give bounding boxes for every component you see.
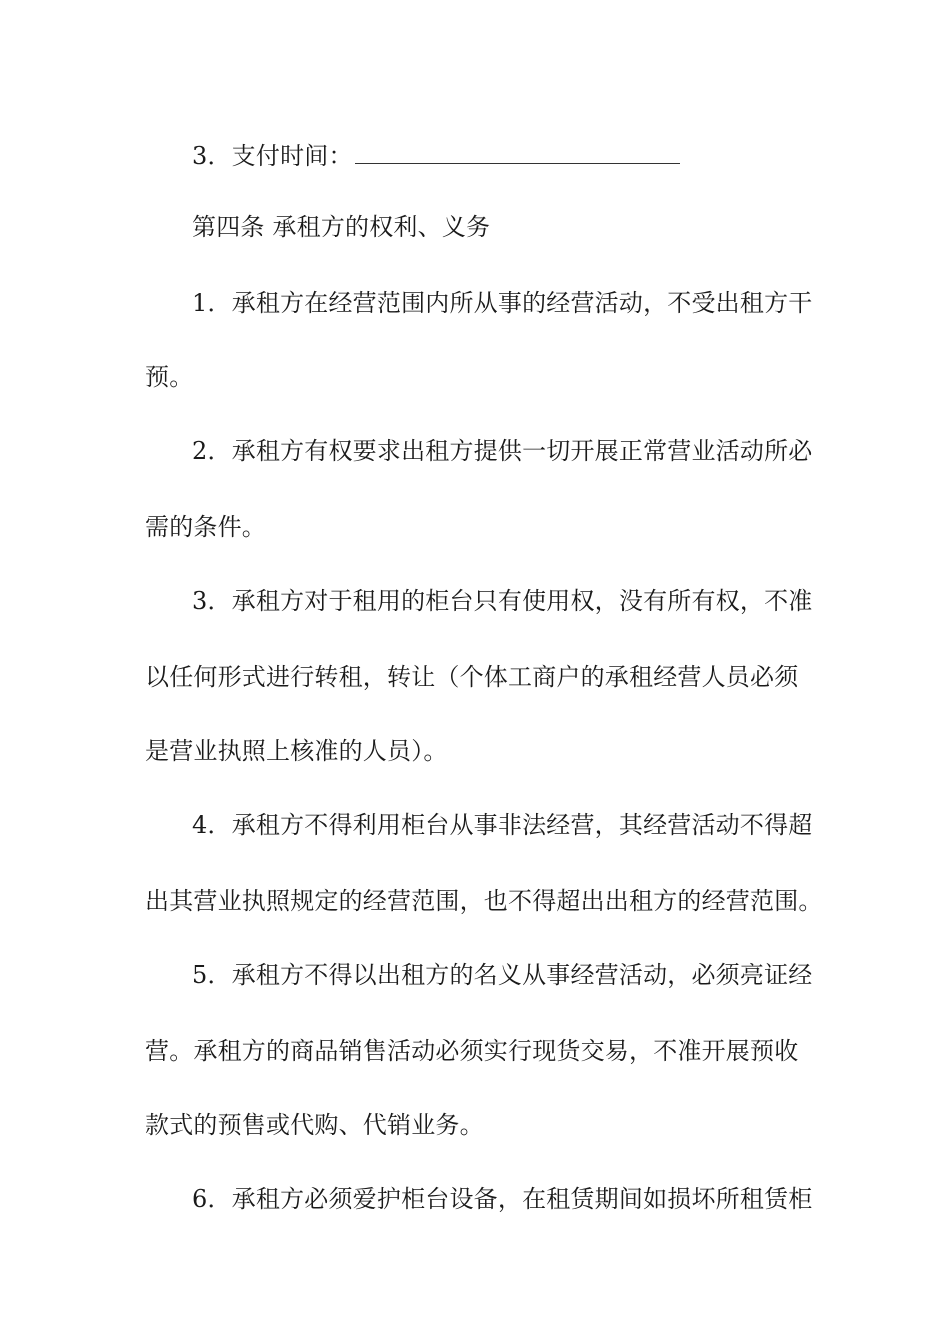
item-3-line-3: 是营业执照上核准的人员）。	[145, 737, 448, 765]
item-5-line-3: 款式的预售或代购、代销业务。	[145, 1111, 484, 1139]
item-5-line-1: 5．承租方不得以出租方的名义从事经营活动，必须亮证经	[192, 961, 813, 989]
item-5-line-2: 营。承租方的商品销售活动必须实行现货交易，不准开展预收	[145, 1037, 799, 1065]
item-2-line-2: 需的条件。	[145, 513, 266, 541]
item-4-line-2: 出其营业执照规定的经营范围，也不得超出出租方的经营范围。	[145, 887, 823, 915]
item-1-line-2: 预。	[145, 363, 194, 391]
item-6-line-1: 6．承租方必须爱护柜台设备，在租赁期间如损坏所租赁柜	[192, 1185, 813, 1213]
item-1-line-1: 1．承租方在经营范围内所从事的经营活动，不受出租方干	[192, 289, 813, 317]
item-3-line-2: 以任何形式进行转租，转让（个体工商户的承租经营人员必须	[145, 663, 799, 691]
payment-time-line	[192, 137, 862, 173]
payment-time-label: 3．支付时间：	[192, 142, 353, 170]
payment-time-blank	[355, 137, 680, 164]
article-4-heading: 第四条 承租方的权利、义务	[192, 213, 491, 241]
item-2-line-1: 2．承租方有权要求出租方提供一切开展正常营业活动所必	[192, 437, 813, 465]
item-3-line-1: 3．承租方对于租用的柜台只有使用权，没有所有权，不准	[192, 587, 813, 615]
item-4-line-1: 4．承租方不得利用柜台从事非法经营，其经营活动不得超	[192, 811, 813, 839]
